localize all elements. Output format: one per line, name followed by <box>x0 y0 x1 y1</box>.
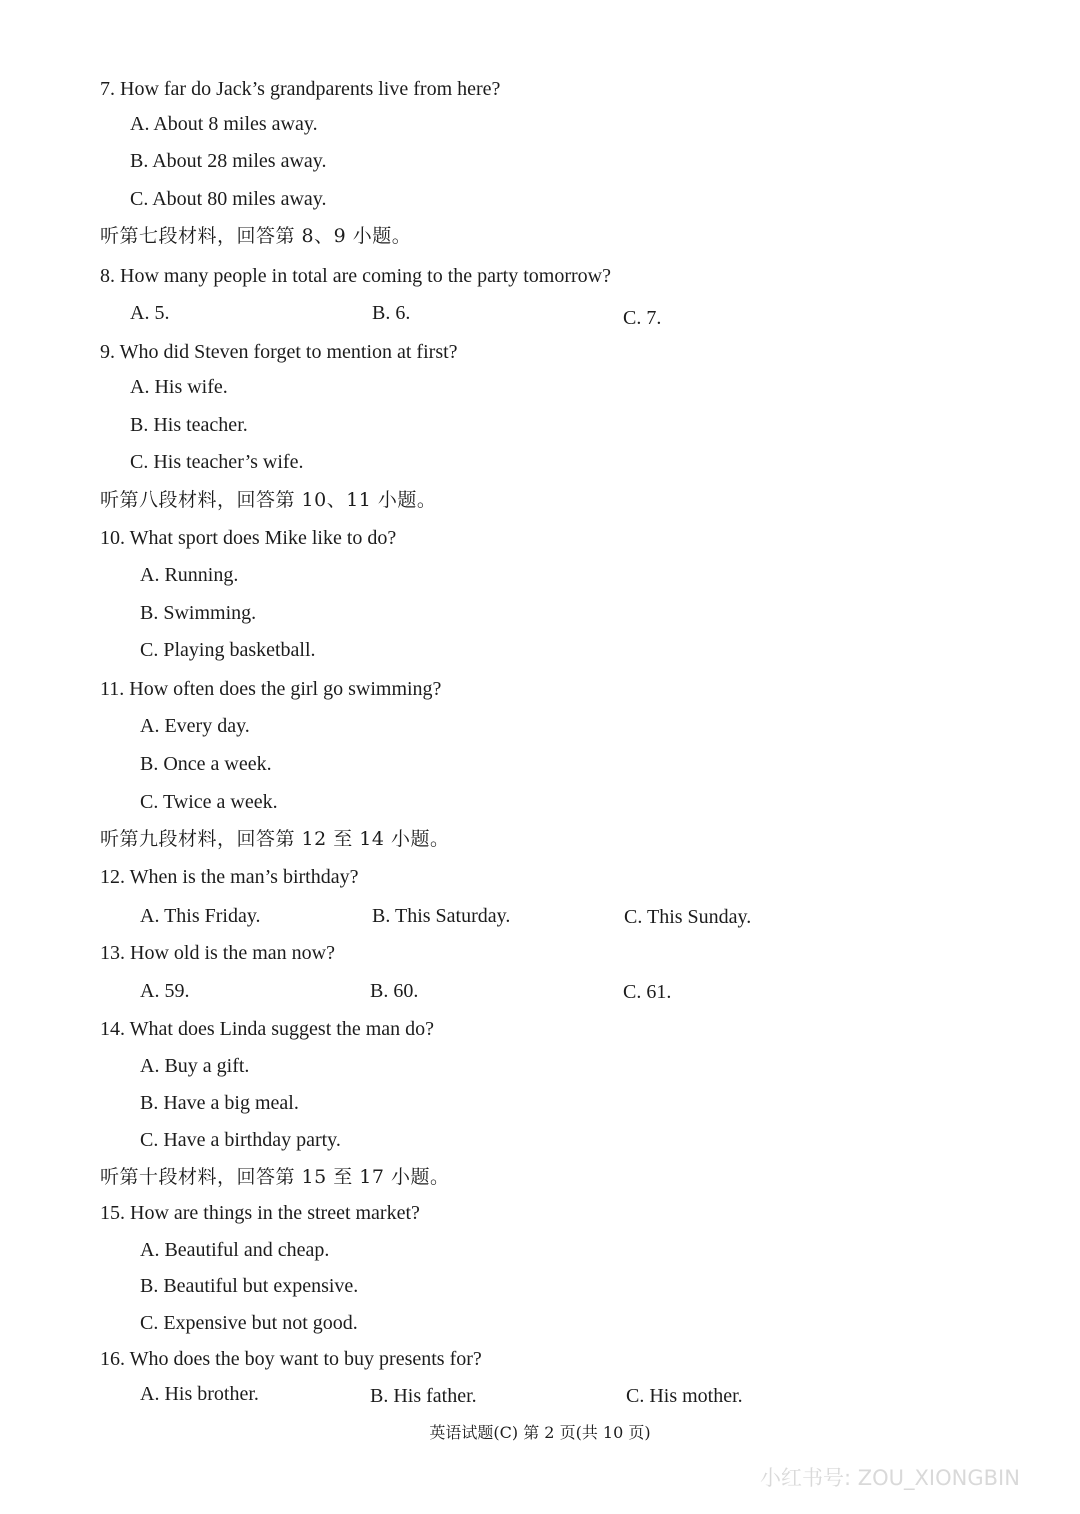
option-8c: C. 7. <box>623 307 662 329</box>
option-16b: B. His father. <box>370 1385 477 1407</box>
option-7a: A. About 8 miles away. <box>130 113 318 135</box>
option-10c: C. Playing basketball. <box>140 639 316 661</box>
option-12c: C. This Sunday. <box>624 906 752 928</box>
option-9c: C. His teacher’s wife. <box>130 451 304 473</box>
option-7b: B. About 28 miles away. <box>130 150 327 172</box>
option-14a: A. Buy a gift. <box>140 1055 250 1077</box>
section-heading-8: 听第八段材料，回答第 10、11 小题。 <box>100 489 437 511</box>
option-11a: A. Every day. <box>140 715 250 737</box>
option-12b: B. This Saturday. <box>372 905 511 927</box>
option-9a: A. His wife. <box>130 376 228 398</box>
option-8b: B. 6. <box>372 302 411 324</box>
option-11c: C. Twice a week. <box>140 791 278 813</box>
option-13c: C. 61. <box>623 981 672 1003</box>
option-13b: B. 60. <box>370 980 419 1002</box>
option-11b: B. Once a week. <box>140 753 272 775</box>
option-12a: A. This Friday. <box>140 905 261 927</box>
section-heading-7: 听第七段材料，回答第 8、9 小题。 <box>100 225 412 247</box>
option-15b: B. Beautiful but expensive. <box>140 1275 359 1297</box>
option-16c: C. His mother. <box>626 1385 743 1407</box>
section-heading-9: 听第九段材料，回答第 12 至 14 小题。 <box>100 828 450 850</box>
page-footer: 英语试题(C) 第 2 页(共 10 页) <box>429 1423 651 1442</box>
option-16a: A. His brother. <box>140 1383 259 1405</box>
question-15: 15. How are things in the street market? <box>100 1202 420 1224</box>
option-10a: A. Running. <box>140 564 239 586</box>
question-9: 9. Who did Steven forget to mention at first? <box>100 341 458 363</box>
option-14b: B. Have a big meal. <box>140 1092 299 1114</box>
question-8: 8. How many people in total are coming to the party tomorrow? <box>100 265 611 287</box>
watermark: 小红书号: ZOU_XIONGBIN <box>760 1466 1020 1490</box>
question-11: 11. How often does the girl go swimming? <box>100 678 442 700</box>
option-14c: C. Have a birthday party. <box>140 1129 341 1151</box>
option-8a: A. 5. <box>130 302 170 324</box>
question-13: 13. How old is the man now? <box>100 942 335 964</box>
question-10: 10. What sport does Mike like to do? <box>100 527 397 549</box>
question-16: 16. Who does the boy want to buy presents for? <box>100 1348 482 1370</box>
question-14: 14. What does Linda suggest the man do? <box>100 1018 435 1040</box>
question-12: 12. When is the man’s birthday? <box>100 866 359 888</box>
question-7: 7. How far do Jack’s grandparents live from here? <box>100 78 501 100</box>
option-15a: A. Beautiful and cheap. <box>140 1239 330 1261</box>
section-heading-10: 听第十段材料，回答第 15 至 17 小题。 <box>100 1166 450 1188</box>
option-7c: C. About 80 miles away. <box>130 188 327 210</box>
option-13a: A. 59. <box>140 980 190 1002</box>
option-10b: B. Swimming. <box>140 602 257 624</box>
option-9b: B. His teacher. <box>130 414 248 436</box>
option-15c: C. Expensive but not good. <box>140 1312 358 1334</box>
